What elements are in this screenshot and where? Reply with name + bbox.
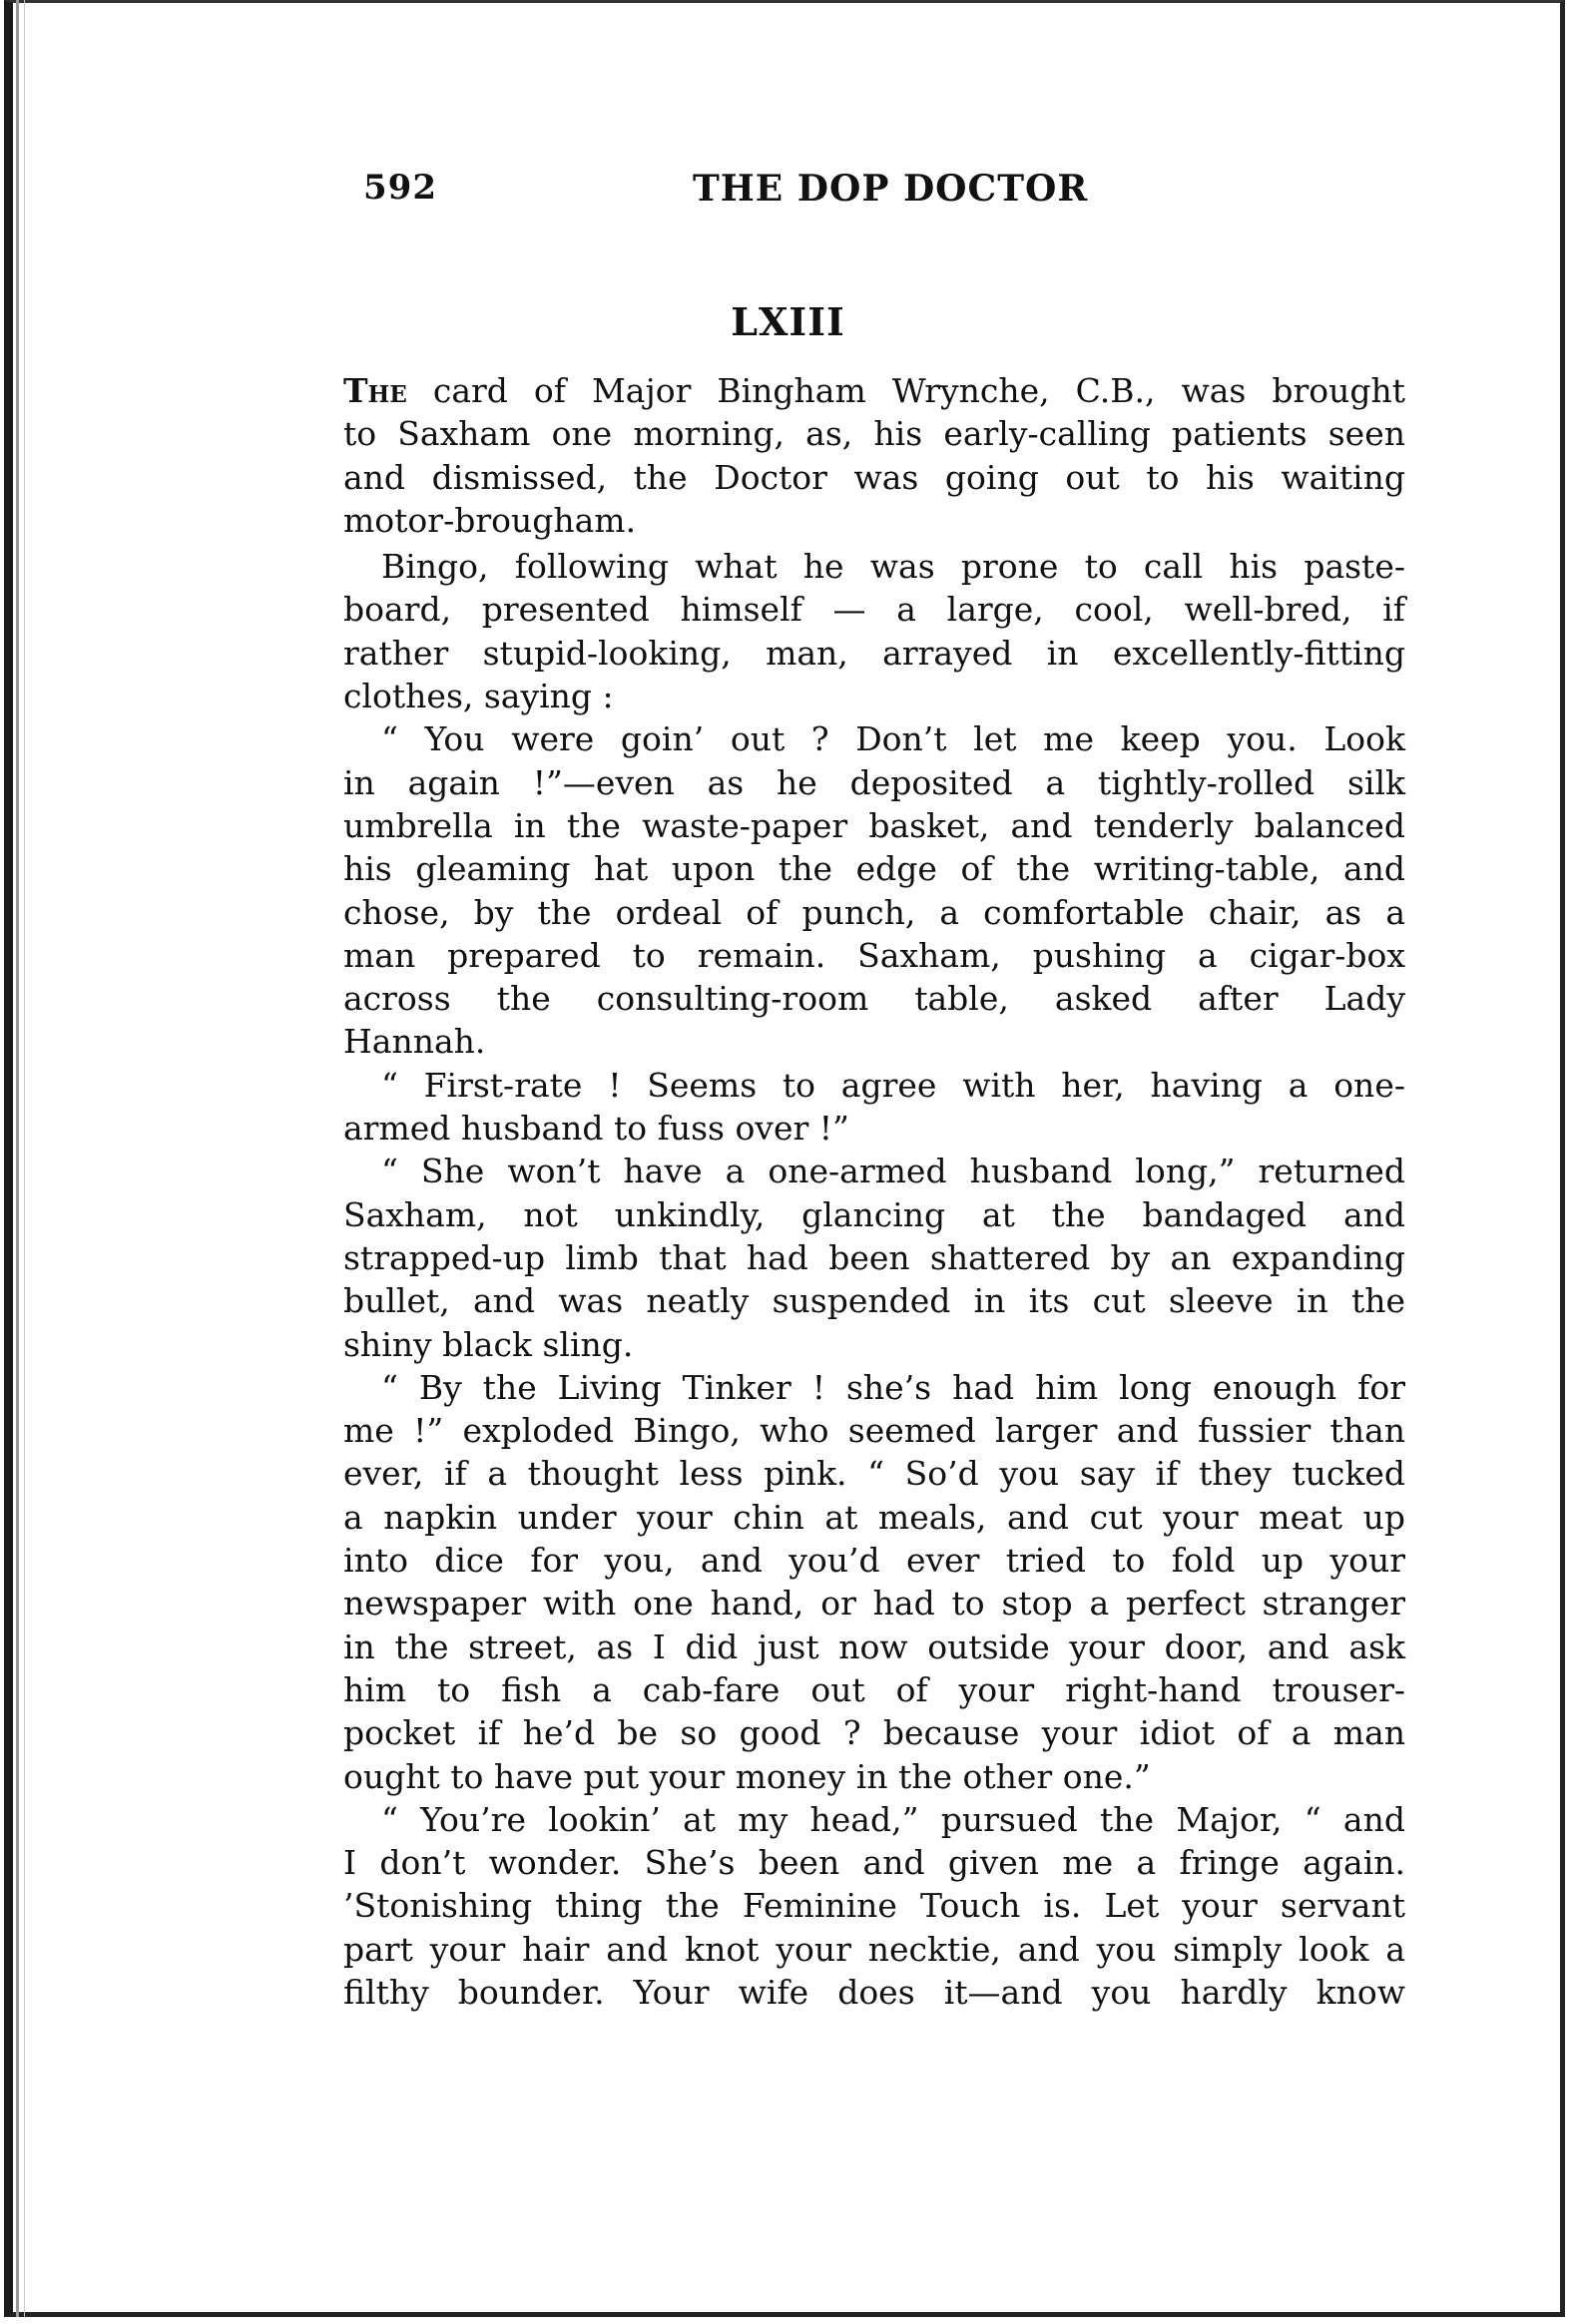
text-line: “ She won’t have a one-armed husband long,” returned xyxy=(381,1152,1405,1191)
chapter-heading: LXIII xyxy=(731,299,845,344)
text-line: chose, by the ordeal of punch, a comfortable chair, as a xyxy=(343,892,1405,932)
text-line: filthy bounder. Your wife does it—and you hardly know xyxy=(343,1972,1405,2012)
text-line: across the consulting-room table, asked after Lady xyxy=(343,979,1405,1019)
text-line: strapped-up limb that had been shattered by an expanding xyxy=(343,1237,1405,1277)
text-line: ever, if a thought less pink. “ So’d you say if they tucked xyxy=(343,1454,1405,1494)
page-number: 592 xyxy=(363,168,437,208)
text-line: armed husband to fuss over !” xyxy=(343,1109,849,1149)
text-line: ought to have put your money in the other one.” xyxy=(343,1756,1151,1796)
text-line: rather stupid-looking, man, arrayed in excellently-fitting xyxy=(343,633,1405,673)
text-line: him to fish a cab-fare out of your right-hand trouser- xyxy=(343,1669,1405,1709)
text-line: “ You’re lookin’ at my head,” pursued the Major, “ and xyxy=(381,1799,1405,1839)
body-text xyxy=(343,369,1405,2014)
text-line: “ First-rate ! Seems to agree with her, having a one- xyxy=(381,1065,1405,1105)
text-line: Hannah. xyxy=(343,1022,486,1062)
text-line: “ By the Living Tinker ! she’s had him long enough for xyxy=(381,1367,1405,1407)
text-line: pocket if he’d be so good ? because your idiot of a man xyxy=(343,1713,1405,1753)
text-line: in the street, as I did just now outside your door, and ask xyxy=(343,1627,1405,1666)
text-line: bullet, and was neatly suspended in its cut sleeve in the xyxy=(343,1281,1405,1321)
page-edge-line xyxy=(24,0,25,2317)
text-line: clothes, saying : xyxy=(343,677,614,716)
text-line: ’Stonishing thing the Feminine Touch is. Let your servant xyxy=(343,1886,1405,1926)
text-line: newspaper with one hand, or had to stop a perfect stranger xyxy=(343,1584,1405,1624)
text-line: part your hair and knot your necktie, and you simply look a xyxy=(343,1929,1405,1969)
text-line: motor-brougham. xyxy=(343,500,637,540)
text-line: shiny black sling. xyxy=(343,1324,634,1364)
text-line: into dice for you, and you’d ever tried to fold up your xyxy=(343,1541,1405,1581)
text-line: Bingo, following what he was prone to call his paste- xyxy=(381,547,1405,587)
running-header xyxy=(363,168,1092,228)
text-line: and dismissed, the Doctor was going out to his waiting xyxy=(343,457,1405,497)
text-line xyxy=(343,369,1405,412)
text-line: I don’t wonder. She’s been and given me a fringe again. xyxy=(343,1843,1405,1883)
text-line: “ You were goin’ out ? Don’t let me keep you. Look xyxy=(381,719,1405,759)
text-line: to Saxham one morning, as, his early-calling patients seen xyxy=(343,414,1405,454)
drop-first-word: The xyxy=(343,371,407,410)
text-line: in again !”—even as he deposited a tightly-rolled silk xyxy=(343,762,1405,802)
text-line: me !” exploded Bingo, who seemed larger and fussier than xyxy=(343,1411,1405,1451)
text-line: his gleaming hat upon the edge of the writing-table, and xyxy=(343,849,1405,889)
text-line: board, presented himself — a large, cool, well-bred, if xyxy=(343,590,1405,630)
page-edge-shadow xyxy=(16,0,19,2317)
running-title: THE DOP DOCTOR xyxy=(693,168,1089,210)
text-line: umbrella in the waste-paper basket, and tenderly balanced xyxy=(343,805,1405,845)
text-line: Saxham, not unkindly, glancing at the bandaged and xyxy=(343,1194,1405,1234)
text-line: a napkin under your chin at meals, and cut your meat up xyxy=(343,1497,1405,1537)
text-line-rest: card of Major Bingham Wrynche, C.B., was brought xyxy=(406,371,1405,410)
text-line: man prepared to remain. Saxham, pushing a cigar-box xyxy=(343,935,1405,975)
